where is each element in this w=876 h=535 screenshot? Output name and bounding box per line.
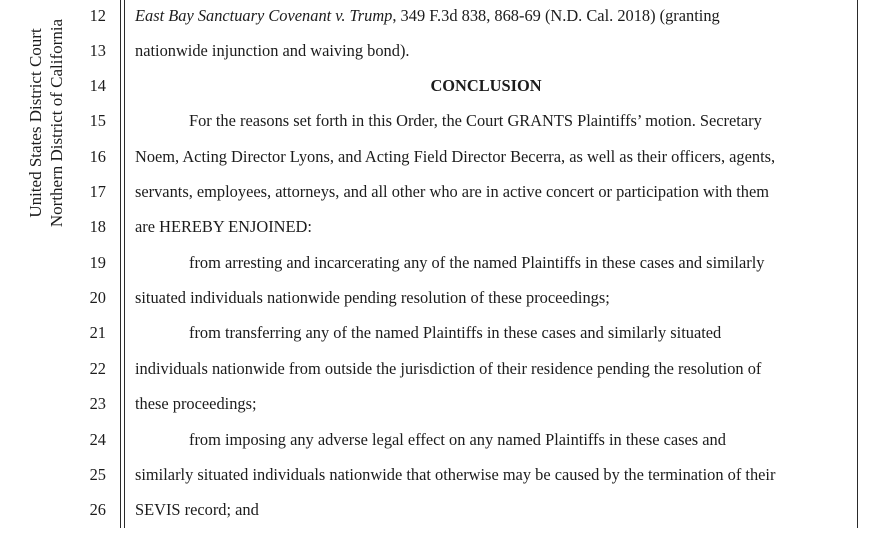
line-text: situated individuals nationwide pending resolution of these proceedings; — [135, 288, 610, 307]
line-number: 14 — [89, 76, 106, 95]
line-text: are HEREBY ENJOINED: — [135, 217, 312, 236]
pleading-line-18 — [0, 214, 876, 240]
pleading-line-13 — [0, 38, 876, 64]
line-number: 22 — [89, 359, 106, 378]
line-number: 15 — [89, 111, 106, 130]
line-number: 24 — [89, 430, 106, 449]
pleading-line-24 — [0, 427, 876, 453]
pleading-line-25 — [0, 462, 876, 488]
line-number: 21 — [89, 323, 106, 342]
line-number: 18 — [89, 217, 106, 236]
line-number: 12 — [89, 6, 106, 25]
pleading-line-20 — [0, 285, 876, 311]
line-text: Noem, Acting Director Lyons, and Acting Field Director Becerra, as well as their officers, agents, — [135, 147, 776, 166]
line-text — [135, 3, 720, 29]
line-text: For the reasons set forth in this Order, the Court GRANTS Plaintiffs’ motion. Secretary — [189, 111, 762, 130]
case-citation-name: East Bay Sanctuary Covenant v. Trump — [135, 6, 393, 25]
pleading-line-14 — [0, 73, 876, 99]
line-text: similarly situated individuals nationwide that otherwise may be caused by the termination of their — [135, 465, 776, 484]
line-number: 20 — [89, 288, 106, 307]
line-text: from arresting and incarcerating any of the named Plaintiffs in these cases and similarly — [189, 253, 765, 272]
line-text: nationwide injunction and waiving bond). — [135, 41, 410, 60]
pleading-line-22 — [0, 356, 876, 382]
court-name: United States District Court — [26, 28, 45, 218]
pleading-line-19 — [0, 250, 876, 276]
line-number: 25 — [89, 465, 106, 484]
line-number: 23 — [89, 394, 106, 413]
pleading-line-12 — [0, 3, 876, 29]
pleading-line-16 — [0, 144, 876, 170]
pleading-line-26 — [0, 497, 876, 523]
line-text: from imposing any adverse legal effect on any named Plaintiffs in these cases and — [189, 430, 726, 449]
section-heading-conclusion: CONCLUSION — [430, 76, 542, 95]
line-text: these proceedings; — [135, 394, 257, 413]
line-text: servants, employees, attorneys, and all other who are in active concert or participation with them — [135, 182, 770, 201]
case-citation-detail: , 349 F.3d 838, 868-69 (N.D. Cal. 2018) (granting — [392, 6, 720, 25]
line-text: from transferring any of the named Plaintiffs in these cases and similarly situated — [189, 323, 722, 342]
line-number: 16 — [89, 147, 106, 166]
line-number: 19 — [89, 253, 106, 272]
line-text: SEVIS record; and — [135, 500, 259, 519]
pleading-line-15 — [0, 108, 876, 134]
pleading-line-23 — [0, 391, 876, 417]
line-number: 26 — [89, 500, 106, 519]
court-district: Northern District of California — [47, 18, 66, 228]
line-number: 17 — [89, 182, 106, 201]
pleading-line-21 — [0, 320, 876, 346]
line-text: individuals nationwide from outside the jurisdiction of their residence pending the resolution of — [135, 359, 762, 378]
line-number: 13 — [89, 41, 106, 60]
pleading-line-17 — [0, 179, 876, 205]
